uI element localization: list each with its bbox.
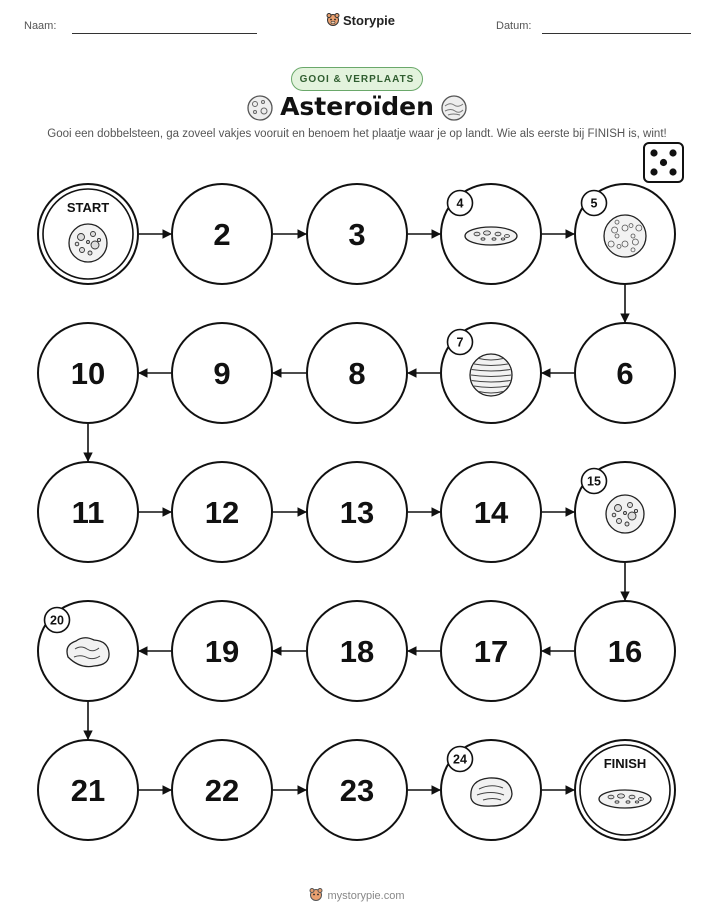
square-number: 17 <box>473 634 509 669</box>
square-number: 10 <box>70 356 106 391</box>
board-square-15[interactable] <box>575 462 675 562</box>
board-square-8[interactable] <box>307 323 407 423</box>
square-number: 14 <box>473 495 509 530</box>
square-number: 7 <box>456 335 464 350</box>
square-number: 9 <box>213 356 231 391</box>
square-number: 22 <box>204 773 240 808</box>
board-square-3[interactable] <box>307 184 407 284</box>
footer-url[interactable]: mystorypie.com <box>327 889 405 902</box>
square-number: 4 <box>456 196 464 211</box>
flat-elongated-asteroid-icon <box>599 790 651 808</box>
textured-round-asteroid-icon <box>604 215 646 257</box>
board-square-4[interactable] <box>441 184 541 284</box>
square-number: 5 <box>590 196 598 211</box>
board-square-24[interactable] <box>441 740 541 840</box>
board-square-10[interactable] <box>38 323 138 423</box>
brand-name: Storypie <box>343 13 396 28</box>
activity-badge: GOOI & VERPLAATS <box>291 67 423 91</box>
smooth-rock-asteroid-icon <box>471 778 512 806</box>
striped-planet-icon <box>470 354 512 396</box>
board-square-1[interactable] <box>38 184 138 284</box>
board-square-11[interactable] <box>38 462 138 562</box>
square-number-badge <box>448 747 473 772</box>
square-number: 15 <box>587 474 601 489</box>
flat-elongated-asteroid-icon <box>465 227 517 245</box>
board-square-2[interactable] <box>172 184 272 284</box>
square-label: START <box>66 200 110 215</box>
page-title: Asteroïden <box>280 92 434 121</box>
square-number: 20 <box>50 613 64 628</box>
square-number: 24 <box>453 752 467 767</box>
board-square-23[interactable] <box>307 740 407 840</box>
board-square-20[interactable] <box>38 601 138 701</box>
instructions: Gooi een dobbelsteen, ga zoveel vakjes vooruit en benoem het plaatje waar je op landt. Wie als eerste bij FINISH is, wint! <box>47 128 667 140</box>
square-number: 6 <box>616 356 634 391</box>
board-square-5[interactable] <box>575 184 675 284</box>
storypie-footer-icon <box>309 888 323 903</box>
date-label: Datum: <box>496 20 532 32</box>
lumpy-asteroid-icon <box>67 638 109 667</box>
square-number: 21 <box>70 773 106 808</box>
square-number-badge <box>582 469 607 494</box>
name-label: Naam: <box>24 20 57 32</box>
square-number-badge <box>448 330 473 355</box>
board-square-18[interactable] <box>307 601 407 701</box>
square-number: 11 <box>71 495 105 530</box>
square-number: 3 <box>348 217 366 252</box>
square-number: 12 <box>204 495 240 530</box>
square-number: 13 <box>339 495 375 530</box>
square-number: 19 <box>204 634 240 669</box>
cratered-asteroid-icon <box>606 495 644 533</box>
square-number: 23 <box>339 773 375 808</box>
square-number: 2 <box>213 217 231 252</box>
board-square-6[interactable] <box>575 323 675 423</box>
board-square-9[interactable] <box>172 323 272 423</box>
square-label: FINISH <box>603 756 647 771</box>
square-number-badge <box>448 191 473 216</box>
board-square-22[interactable] <box>172 740 272 840</box>
footer <box>0 888 714 903</box>
board-square-21[interactable] <box>38 740 138 840</box>
round-crater-asteroid-icon <box>69 224 107 262</box>
square-number: 18 <box>339 634 375 669</box>
board-square-12[interactable] <box>172 462 272 562</box>
square-number: 8 <box>348 356 366 391</box>
square-number-badge <box>582 191 607 216</box>
square-number-badge <box>45 608 70 633</box>
board-square-17[interactable] <box>441 601 541 701</box>
board-square-25[interactable] <box>575 740 675 840</box>
board-square-19[interactable] <box>172 601 272 701</box>
board-square-16[interactable] <box>575 601 675 701</box>
board-square-14[interactable] <box>441 462 541 562</box>
board-square-7[interactable] <box>441 323 541 423</box>
square-number: 16 <box>607 634 643 669</box>
board-square-13[interactable] <box>307 462 407 562</box>
